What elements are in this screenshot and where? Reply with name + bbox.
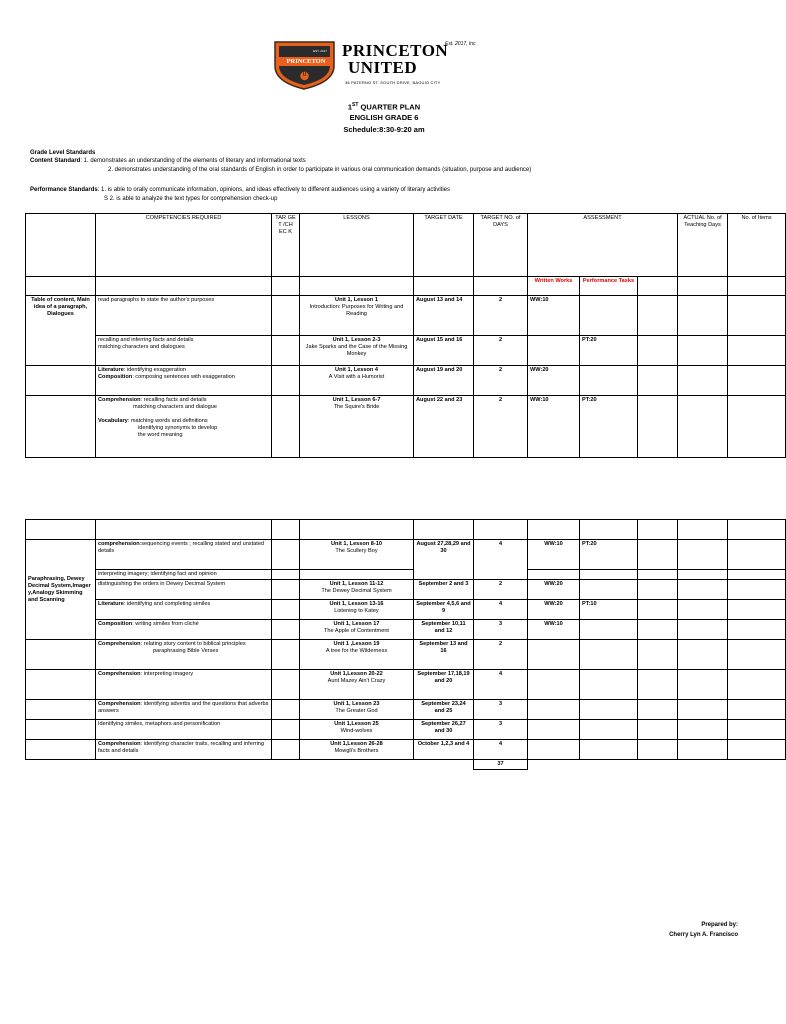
date-cell: September 2 and 3 [414, 580, 474, 600]
competency-cell: Composition: writing similes from cliché [96, 620, 272, 640]
date-cell: August 13 and 14 [414, 296, 474, 336]
seal-letter: U [302, 72, 307, 78]
pt-cell [580, 296, 638, 336]
competency-cell: Identifying similes, metaphors and personification [96, 720, 272, 740]
table-row [26, 296, 786, 336]
col-assessment: ASSESSMENT [528, 214, 678, 277]
pt-cell [580, 620, 638, 640]
competency-cell: Comprehension: recalling facts and details matching characters and dialogue Vocabulary: matching words and definitions identifying synonyms to develop the word meaning [96, 396, 272, 458]
plan-schedule: Schedule:8:30-9:20 am [343, 125, 425, 134]
content-standard-2: 2. demonstrates understanding of the oral standards of English in order to participate in various oral communication demands (situation, purpose and audience) [108, 167, 532, 173]
table-row [26, 670, 786, 700]
table-row [26, 580, 786, 600]
topic-cell: Paraphrasing, Dewey Decimal System,Imager y,Analogy Skimming and Scanning [26, 540, 96, 640]
competency-cell: comprehension:sequencing events ; recalling stated and unstated details [96, 540, 272, 570]
days-cell: 2 [474, 396, 528, 458]
date-cell: August 22 and 23 [414, 396, 474, 458]
ww-cell [528, 670, 580, 700]
lesson-cell: Unit 1, Lesson 4 A Visit with a Humorist [300, 366, 414, 396]
header-row [26, 214, 786, 277]
date-cell: September 13 and 16 [414, 640, 474, 670]
ww-cell [528, 640, 580, 670]
lesson-plan-table-1 [25, 213, 786, 458]
established-text: Est. 2017, Inc [445, 41, 476, 47]
prepared-by-label: Prepared by: [701, 922, 738, 928]
ww-cell: WW:20 [528, 580, 580, 600]
subheader-row [26, 277, 786, 296]
days-cell: 2 [474, 366, 528, 396]
ww-cell: WW:10 [528, 396, 580, 458]
ww-cell: WW:10 [528, 540, 580, 570]
grade-level-heading: Grade Level Standards [30, 150, 96, 156]
brand-line-2: UNITED [348, 58, 418, 77]
ww-cell: WW:20 [528, 366, 580, 396]
date-cell: August 19 and 20 [414, 366, 474, 396]
col-target-days: TARGET NO. of DAYS [474, 214, 528, 277]
days-cell: 2 [474, 580, 528, 600]
col-lessons: LESSONS [300, 214, 414, 277]
days-cell: 3 [474, 700, 528, 720]
days-cell: 4 [474, 540, 528, 580]
table-row [26, 570, 786, 580]
days-cell: 4 [474, 600, 528, 620]
total-days-cell: 37 [474, 760, 528, 770]
competency-cell: read paragraphs to state the author's purposes [96, 296, 272, 336]
table-row [26, 366, 786, 396]
plan-title: 1ST QUARTER PLAN [347, 102, 421, 112]
table-row [26, 396, 786, 458]
col-performance-tasks: Performance Tasks [580, 277, 638, 296]
pt-cell [580, 740, 638, 760]
date-cell: September 23,24 and 25 [414, 700, 474, 720]
ww-cell: WW:20 [528, 600, 580, 620]
lesson-cell: Unit 1, Lesson 13-16 Listening to Katey [300, 600, 414, 620]
ww-cell [528, 336, 580, 366]
total-row [26, 760, 786, 770]
table-row [26, 540, 786, 570]
date-cell: September 10,11 and 12 [414, 620, 474, 640]
days-cell: 2 [474, 336, 528, 366]
brand-line-1: PRINCETON [342, 41, 449, 60]
pt-cell [580, 700, 638, 720]
lesson-cell: Unit 1 ,Lesson 19 A tree for the Wilderness [300, 640, 414, 670]
competency-cell: distinguishing the orders in Dewey Decimal System [96, 580, 272, 600]
table-row [26, 620, 786, 640]
competency-cell: interpreting imagery; identifying fact and opinion [96, 570, 272, 580]
address-text: 38 PATERNO ST. SOUTH DRIVE, BAGUIO CITY [345, 80, 441, 85]
pt-cell [580, 720, 638, 740]
ww-cell [528, 700, 580, 720]
seal-name-text: PRINCETON [286, 58, 326, 65]
lesson-cell: Unit 1, Lesson 1 Introduction: Purposes for Writing and Reading [300, 296, 414, 336]
lesson-cell: Unit 1, Lesson 11-12 The Dewey Decimal System [300, 580, 414, 600]
lesson-cell: Unit 1, Lesson 6-7 The Squire's Bride [300, 396, 414, 458]
col-written-works: Written Works [528, 277, 580, 296]
date-cell: September 26,27 and 30 [414, 720, 474, 740]
table-row [26, 640, 786, 670]
col-target-check: TAR GE T /CH EC K [272, 214, 300, 277]
days-cell: 4 [474, 670, 528, 700]
date-cell: August 27,28,29 and 30 [414, 540, 474, 580]
competency-cell: recalling and inferring facts and details matching characters and dialogues [96, 336, 272, 366]
seal-top-text: EST. 2017 [313, 49, 327, 53]
lesson-cell: Unit 1, Lesson 2-3 Jake Sparks and the Case of the Missing Monkey [300, 336, 414, 366]
lesson-plan-table-2 [25, 519, 786, 770]
lesson-cell: Unit 1,Lesson 25 Wind-wolves [300, 720, 414, 740]
pt-cell [580, 670, 638, 700]
pt-cell: PT:20 [580, 396, 638, 458]
date-cell: August 15 and 16 [414, 336, 474, 366]
date-cell: September 4,5,6 and 9 [414, 600, 474, 620]
col-competencies: COMPETENCIES REQUIRED [96, 214, 272, 277]
pt-cell: PT:10 [580, 600, 638, 620]
ww-cell [528, 740, 580, 760]
preparer-name: Cherry Lyn A. Francisco [669, 932, 738, 938]
col-actual-days: ACTUAL No. of Teaching Days [678, 214, 728, 277]
days-cell: 3 [474, 720, 528, 740]
header-row [26, 520, 786, 540]
table-row [26, 740, 786, 760]
days-cell: 2 [474, 640, 528, 670]
table-row [26, 700, 786, 720]
competency-cell: Literature: identifying exaggeration Composition: composing sentences with exaggeration [96, 366, 272, 396]
competency-cell: Comprehension: relating story content to biblical principles paraphrasing Bible Verses [96, 640, 272, 670]
date-cell: September 17,18,19 and 20 [414, 670, 474, 700]
competency-cell: Comprehension: identifying character traits, recalling and inferring facts and details [96, 740, 272, 760]
col-target-date: TARGET DATE [414, 214, 474, 277]
content-standard-1: Content Standard: 1. demonstrates an understanding of the elements of literary and informational texts [30, 158, 306, 164]
days-cell: 4 [474, 740, 528, 760]
competency-cell: Comprehension: identifying adverbs and the questions that adverbs answers [96, 700, 272, 720]
pt-cell [580, 366, 638, 396]
days-cell: 2 [474, 296, 528, 336]
pt-cell: PT:20 [580, 540, 638, 570]
pt-cell [580, 640, 638, 670]
lesson-cell: Unit 1, Lesson 17 The Apple of Contentment [300, 620, 414, 640]
plan-subject: ENGLISH GRADE 6 [349, 113, 419, 122]
brand-name [342, 42, 448, 76]
competency-cell: Literature: identifying and completing similes [96, 600, 272, 620]
lesson-cell: Unit 1, Lesson 23 The Greater God [300, 700, 414, 720]
days-cell: 3 [474, 620, 528, 640]
competency-cell: Comprehension: interpreting imagery [96, 670, 272, 700]
pt-cell: PT:20 [580, 336, 638, 366]
performance-standard-1: Performance Standards: 1. is able to orally communicate information, opinions, and ideas effectively to different audiences using a variety of literary activities [30, 187, 450, 193]
table-row [26, 600, 786, 620]
ww-cell: WW:10 [528, 620, 580, 640]
pt-cell [580, 580, 638, 600]
ww-cell [528, 720, 580, 740]
date-cell: October 1,2,3 and 4 [414, 740, 474, 760]
performance-standard-2: S 2. is able to analyze the text types for comprehension check-up [104, 196, 278, 202]
col-items: No. of Items [728, 214, 786, 277]
table-row [26, 336, 786, 366]
lesson-cell: Unit 1,Lesson 20-22 Aunt Mazey Ain't Crazy [300, 670, 414, 700]
ww-cell: WW:10 [528, 296, 580, 336]
lesson-cell: Unit 1,Lesson 26-28 Mowgli's Brothers [300, 740, 414, 760]
topic-cell: Table of content, Main idea of a paragraph, Dialogues [26, 296, 96, 366]
table-row [26, 720, 786, 740]
lesson-cell: Unit 1, Lesson 8-10 The Scullery Boy [300, 540, 414, 570]
